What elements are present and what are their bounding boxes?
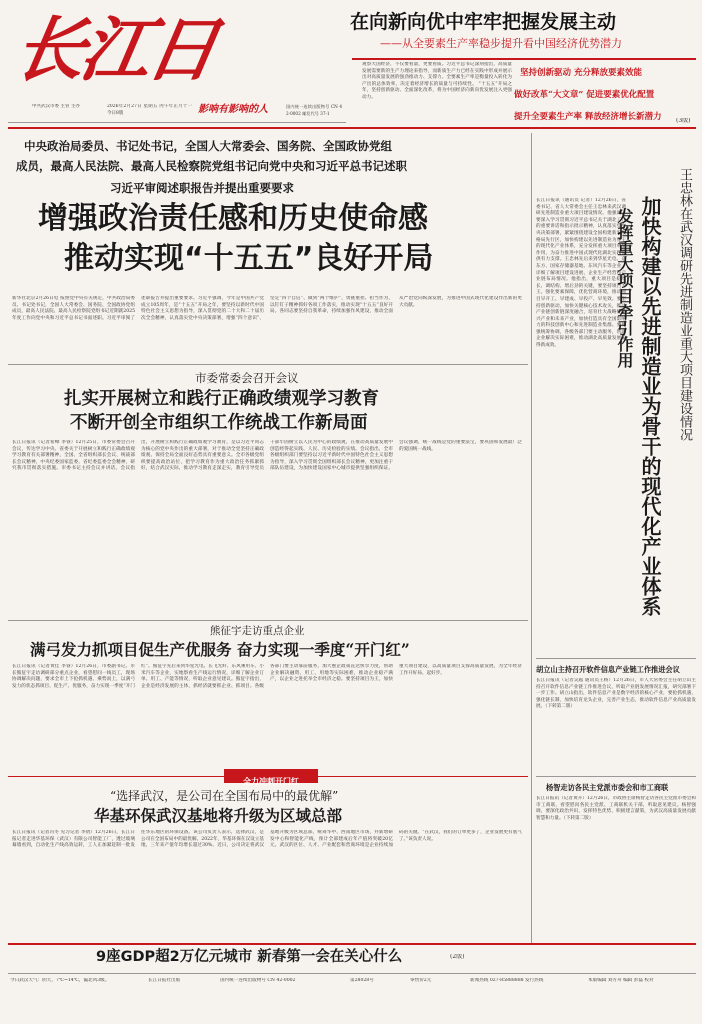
article2-body-text: 长江日报讯（记者希峰 李睿）12月25日，市委常委会召开会议，传达学习中央、省委关于开展树立和践行正确政绩观学习教育有关部署精神，全国、全省组织部长会议、统战部长会议精神，中央纪委国家监委、省纪委监委全会精神，研究我市贯彻落实措施。市委书记主持会议并讲话。会议指出，开展树立和践行正确政绩观学习教育，是以习近平同志为核心的党中央作出的重大部署，对于推动全党坚持正确政绩观、保持全局全面良好态势具有重要意义。全市各级党组织要提高政治站位，把学习教育作为重大政治任务抓紧抓好，结合武汉实际，推动学习教育走深走实，教育引导党员干部牢固树立以人民为中心的政绩观，在推动高质量发展中创造经得起实践、人民、历史检验的实绩。会议指出，全市各级组织部门要坚持以习近平新时代中国特色社会主义思想为指导，深入学习贯彻全国组织部长会议精神，更加注重干部队伍建设，为加快建设国家中心城市提供坚强组织保证。会议强调，统一战线是党的重要法宝，要巩固和发展最广泛的爱国统一战线。 bbox=[12, 440, 522, 472]
side-brief2-divider bbox=[536, 776, 696, 777]
bottom-page-ref: (2版) bbox=[450, 954, 465, 960]
lead-kicker-3: 习近平审阅述职报告并提出重要要求 bbox=[110, 181, 294, 195]
footer-copy: 第28028号 bbox=[350, 978, 374, 983]
side-divider bbox=[531, 133, 532, 943]
lead-body-text: 新华社北京2月26日电 按照党中央有关规定，中共政治局委员、书记处书记，全国人大常委会、国务院、全国政协党组成员，最高人民法院、最高人民检察院党组书记近期就2025年度工作向党中央和习近平总书记书面述职。习近平审阅了述职报告并提出重要要求。习近平强调，今年是中国共产党成立105周年，是“十五五”开局之年，要坚持以新时代中国特色社会主义思想为指导，深入贯彻党的二十大和二十届历次全会精神，认真落实党中央决策部署，增强“四个意识”、坚定“四个自信”、做到“两个维护”，勇挑重担、担当作为，以钉钉子精神抓好各项工作落实，推动实现“十五五”良好开局。各同志要坚持自我革命，持续加强作风建设，推动全面从严治党向纵深发展，为推进中国式现代化建设作出新的更大贡献。 bbox=[12, 296, 522, 321]
lead-headline-2: 推动实现“十五五”良好开局 bbox=[64, 241, 434, 276]
article2-headline-2: 不断开创全市组织工作统战工作新局面 bbox=[70, 413, 368, 433]
header-rule bbox=[8, 127, 696, 129]
footer-issn: 国内统一连续出版物号 CN 42-0002 bbox=[220, 978, 296, 983]
edition-line-1: 中共武汉市委 主管 主办 bbox=[32, 104, 80, 109]
side-vertical-headline-a: 加快构建以先进制造业为骨干的现代化产业体系 bbox=[638, 196, 662, 616]
footer-phone: 新闻热线 027-85888888 发行热线 bbox=[470, 978, 544, 983]
masthead-slogan: 影响有影响的人 bbox=[198, 104, 268, 115]
lead-body bbox=[12, 296, 522, 358]
top-right-headline: 在向新向优中牢牢把握发展主动 bbox=[350, 11, 617, 33]
top-right-subhead: ——从全要素生产率稳步提升看中国经济优势潜力 bbox=[380, 37, 622, 50]
masthead-logo bbox=[8, 8, 253, 92]
article3-body-text: 长江日报讯（记者黄佳 李睿）12月26日，市委副书记、市长熊征宇走访调研部分重点企业，看望慰问一线员工，现场协调解决问题，要求全市上下抢抓机遇、乘势而上，以满弓发力的状态抓项目、促生产、优服务，奋力实现一季度“开门红”。熊征宇先后来到华星光电、长飞光纤、东风乘用车、小米汽车等企业，实地察看生产线运行情况，详细了解企业订单、用工、产能等情况，听取企业意见建议。熊征宇指出，企业是经济发展的主体，抓经济就要抓企业、抓项目。各级各部门要主动靠前服务，加大惠企政策直达快享力度，帮助企业解决融资、用工、用地等实际困难，推动企业稳产满产，以企业之进托举全市经济之稳。要坚持项目为王，加快重大项目建设，以高质量项目支撑高质量发展，为全年经济工作开好局、起好步。 bbox=[12, 664, 522, 689]
lead-headline-1: 增强政治责任感和历史使命感 bbox=[38, 201, 428, 236]
article3-headline: 满弓发力抓项目促生产优服务 奋力实现一季度“开门红” bbox=[30, 640, 410, 659]
promo-2[interactable]: 做好改革“大文章” 促进要素优化配置 bbox=[514, 90, 655, 100]
lead-kicker-2: 成员，最高人民法院、最高人民检察院党组书记向党中央和习近平总书记述职 bbox=[16, 159, 407, 173]
footer-price: 零售价2元 bbox=[410, 978, 432, 983]
promo-3[interactable]: 提升全要素生产率 释放经济增长新潜力 bbox=[514, 112, 662, 122]
lead-kicker-1: 中央政治局委员、书记处书记，全国人大常委会、国务院、全国政协党组 bbox=[24, 139, 392, 153]
top-right-page-ref: (3版) bbox=[676, 118, 691, 124]
footer-weather: 今日武汉天气：阴天，7℃~14℃，偏北风3级。 bbox=[10, 978, 110, 983]
footer-editors: 本版编辑 刘方舟 编辑 彭磊 校对 bbox=[588, 978, 654, 983]
article4-headline: 华基环保武汉基地将升级为区域总部 bbox=[94, 806, 343, 825]
article3-kicker: 熊征宇走访重点企业 bbox=[210, 625, 305, 637]
top-right-promos bbox=[514, 62, 696, 128]
bottom-rule bbox=[8, 943, 696, 945]
article2-body bbox=[12, 440, 522, 618]
footer-rule bbox=[8, 973, 696, 974]
side-brief1-body-text: 长江日报讯（记者吴越 通讯员王杨）12月26日，市人大常委会主任胡立山主持召开软件信息产业链工作推进会议，听取产业链发展情况汇报，研究部署下一步工作。胡立山指出，软件信息产业是数字经济的核心产业，要抢抓机遇，强化链长制，加快培育龙头企业，完善产业生态，推动软件信息产业高质量发展。（下转第二版） bbox=[536, 678, 696, 710]
article2-divider bbox=[8, 620, 528, 621]
top-right-summary-text-2: “十五五”开局之年，坚持创新驱动、全面深化改革，将为中国经济向新向优发展注入更强动力。 bbox=[362, 81, 512, 100]
top-right-summary bbox=[362, 62, 512, 120]
article2-kicker: 市委常委会召开会议 bbox=[195, 371, 299, 385]
side-brief-divider bbox=[536, 658, 696, 659]
side-brief2-body bbox=[536, 796, 696, 940]
masthead-issn: 国内统一连续出版物号 CN 42-0002 邮发代号 37-1 bbox=[286, 104, 342, 116]
side-brief2-headline: 杨智走访各民主党派市委会和市工商联 bbox=[546, 783, 669, 792]
logo-text: 长江日报 bbox=[8, 8, 221, 91]
article4-banner-text: 全力冲刺开门红 bbox=[243, 777, 299, 786]
bottom-headline: 9座GDP超2万亿元城市 新春第一会在关心什么 bbox=[96, 949, 403, 965]
article4-kicker: “选择武汉，是公司在全国布局中的最优解” bbox=[110, 789, 339, 803]
article4-body bbox=[12, 830, 522, 938]
side-vertical-headline-c: 王忠林在武汉调研先进制造业重大项目建设情况 bbox=[677, 168, 692, 441]
side-brief1-body bbox=[536, 678, 696, 770]
side-brief1-headline: 胡立山主持召开软件信息产业链工作推进会议 bbox=[536, 665, 680, 674]
lead-divider bbox=[8, 364, 528, 365]
article3-body bbox=[12, 664, 522, 764]
side-vertical-headline-b: 发挥重大项目牵引作用 bbox=[615, 208, 634, 368]
masthead-divider bbox=[8, 122, 346, 123]
article4-body-text: 长江日报讯（记者冯冬 见习记者 李倩）12月26日，长江日报记者走进华基环保（武汉）有限公司智能工厂，透过玻璃幕墙看到，自动化生产线高效运转，工人正加紧赶制一批发往华东地区的环保设备。该公司负责人表示，选择武汉，是公司在全国布局中的最优解。2022年，华基环保在汉设立基地，三年来产值年均增长超过30%。近日，公司决定将武汉基地升级为区域总部，统筹华中、西南地区市场，并新增研发中心和智能化产线，预计全部建成后年产值将突破20亿元。武汉的区位、人才、产业配套和营商环境是企业持续加码的关键。“在武汉，我们的订单更多了，企业发展更有底气了。”该负责人说。 bbox=[12, 830, 522, 849]
top-right-rule bbox=[352, 58, 696, 60]
side-brief2-body-text: 长江日报讯（记者黄卉）12月26日，市政协主席杨智走访各民主党派市委会和市工商联，看望慰问各民主党派、工商联机关干部，听取意见建议。杨智强调，要深化政治共识，发挥特色优势，积极建言献策，为武汉高质量发展贡献智慧和力量。（下转第二版） bbox=[536, 796, 696, 821]
article4-banner bbox=[224, 769, 318, 786]
article2-headline-1: 扎实开展树立和践行正确政绩观学习教育 bbox=[64, 389, 379, 409]
top-right-summary-text: 观察大国经济，不仅要看量，更要看质。习近平总书记深刻指出，高质量发展需要新的生产力理论来指导，而新质生产力已经在实践中形成并展示出对高质量发展的强劲推动力、支撑力。全要素生产率是衡量投入转化为产出的总体效率，决定着经济增长的质量与可持续性。 bbox=[362, 62, 512, 87]
edition-line-2: 2026年2月27日 星期五 丙午年正月十一 今日8版 bbox=[107, 104, 192, 116]
side-body-text: 长江日报讯（通讯员 记者）12月26日，省委书记、省人大常委会主任王忠林来武汉调研先进制造业重大项目建设情况。他强调，要深入学习贯彻习近平总书记关于湖北工作的重要讲话和指示批示精神，认真落实党中央决策部署，紧紧围绕建设全国构建新发展格局先行区，加快构建以先进制造业为骨干的现代化产业体系，充分发挥重大项目牵引作用，为奋力推进中国式现代化湖北实践提供有力支撑。王忠林先后来到华星光电、京东方、国家存储器基地、东风汽车等企业，详细了解项目建设进展、企业生产经营和产业链布局情况。他指出，重大项目是稳增长、调结构、增后劲的关键，要坚持项目为王，强化要素保障，优化营商环境，推动项目早开工、早建成、早投产、早见效。要坚持创新驱动，加快关键核心技术攻关，推动产业链创新链深度融合，培育壮大战略性新兴产业和未来产业，加快打造具有全国影响力的科技创新中心和先进制造业集群。要加强统筹协调，各级各部门要主动服务，帮助企业解决实际困难，推动湖北高质量发展取得新成效。 bbox=[536, 198, 626, 349]
promo-1[interactable]: 坚持创新驱动 充分释放要素效能 bbox=[520, 68, 642, 78]
footer-dept: 长江日报社出版 bbox=[148, 978, 181, 983]
